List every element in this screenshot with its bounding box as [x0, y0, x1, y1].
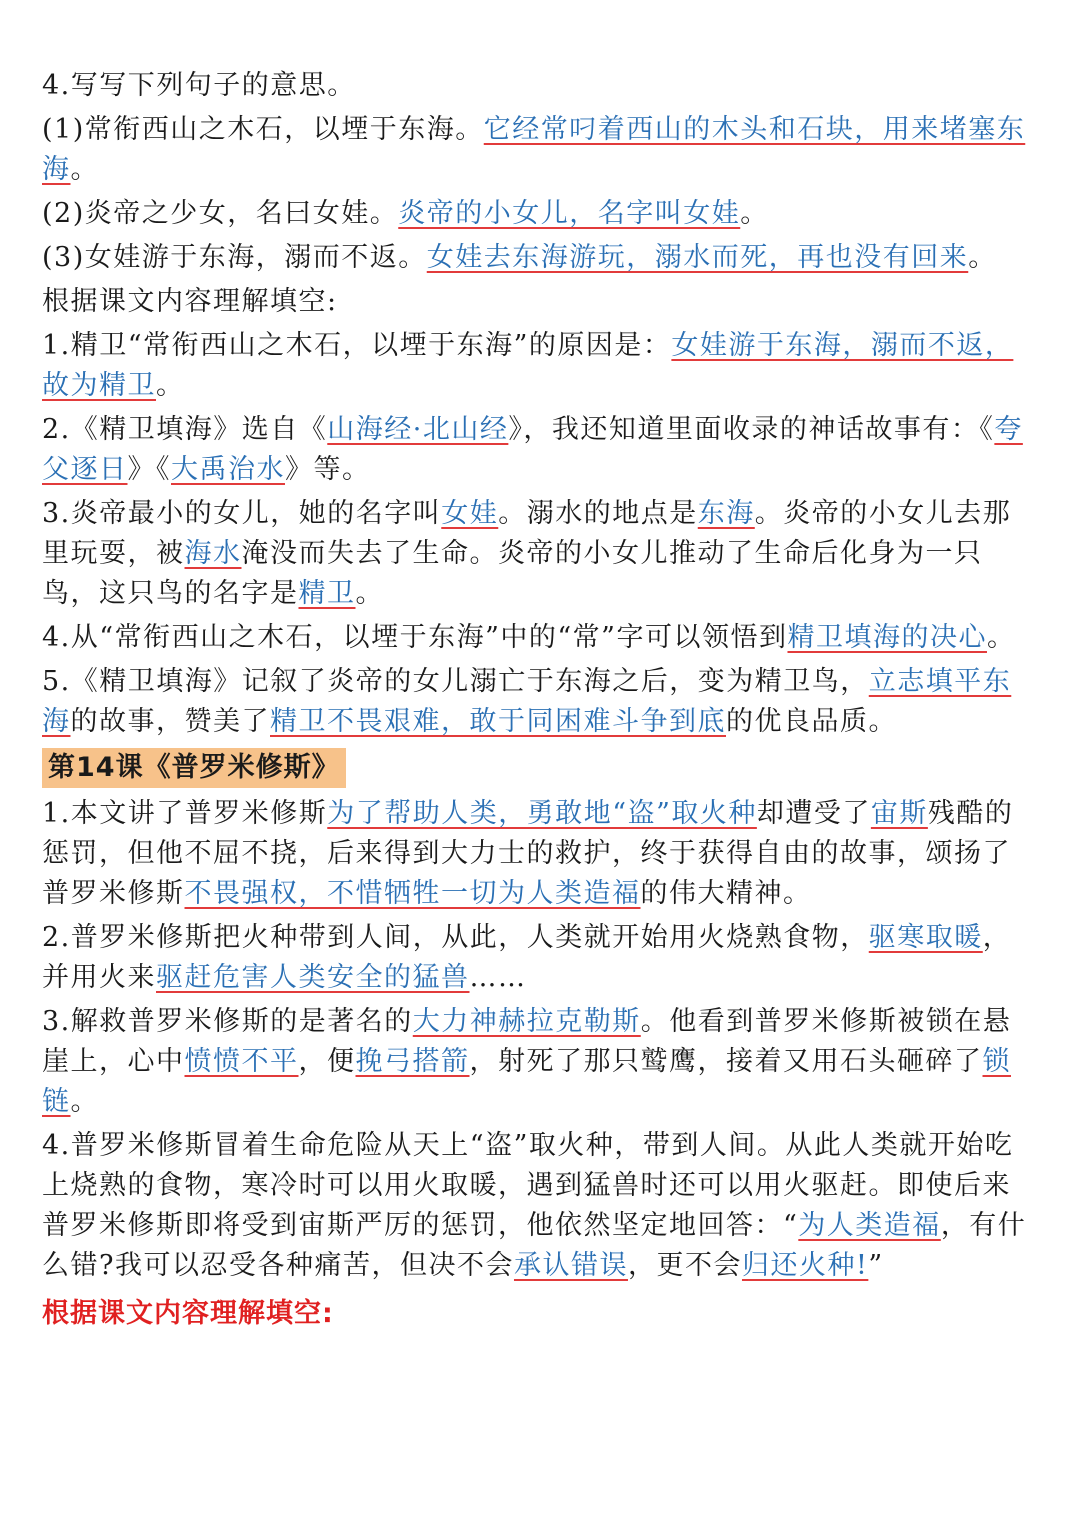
- sentence-1-classical: (1)常衔西山之木石，以堙于东海。: [42, 114, 484, 145]
- l14-4-answer-3: 归还火种!: [741, 1250, 869, 1281]
- l14-3-text-c: 。他看到普罗米修斯被锁在悬崖上，心中: [42, 1006, 1012, 1077]
- sentence-3-end: 。: [968, 242, 997, 273]
- fill-item-5: [42, 662, 1032, 742]
- l14-2-answer-2: 驱赶危害人类安全的猛兽: [156, 962, 470, 993]
- fill-3-answer-2: 东海: [697, 498, 755, 529]
- lesson-14-fill-heading: 根据课文内容理解填空:: [42, 1298, 334, 1329]
- sentence-3-answer: 女娃去东海游玩，溺水而死，再也没有回来: [426, 242, 969, 273]
- heading-text: 4.写写下列句子的意思。: [42, 70, 356, 101]
- fill-4-question: 4.从“常衔西山之木石，以堙于东海”中的“常”字可以领悟到: [42, 622, 788, 653]
- sentence-2-end: 。: [740, 198, 769, 229]
- l14-2-text-a: 2.普罗米修斯把火种带到人间，从此，人类就开始用火烧熟食物，: [42, 922, 869, 953]
- fill-2-mid: 》，我还知道里面收录的神话故事有：《: [508, 414, 995, 445]
- sentence-2-answer: 炎帝的小女儿，名字叫女娃: [398, 198, 741, 229]
- fill-heading-text: 根据课文内容理解填空:: [42, 286, 338, 317]
- fill-3-answer-4: 精卫: [298, 578, 356, 609]
- fill-3-mid-1: 。溺水的地点是: [498, 498, 698, 529]
- fill-3-mid-2: 。炎帝的小女儿去那里玩耍，被: [42, 498, 1012, 569]
- l14-1-text-c: 却遭受了: [756, 798, 871, 829]
- lesson-14-item-3: [42, 1002, 1032, 1122]
- fill-item-2: [42, 410, 1032, 490]
- l14-3-text-g: ，射死了那只鹫鹰，接着又用石头砸碎了: [469, 1046, 983, 1077]
- l14-3-text-a: 3.解救普罗米修斯的是著名的: [42, 1006, 413, 1037]
- l14-1-text-a: 1.本文讲了普罗米修斯: [42, 798, 328, 829]
- sentence-1-answer: 它经常叼着西山的木头和石块，用来堵塞东海: [42, 114, 1026, 185]
- l14-4-text-e: ，更不会: [627, 1250, 742, 1281]
- lesson-14-item-1: [42, 794, 1032, 914]
- fill-4-end: 。: [986, 622, 1016, 653]
- l14-4-answer-1: 为人类造福: [798, 1210, 941, 1241]
- fill-2-mid-2: 》《: [127, 454, 171, 485]
- l14-3-answer-3: 挽弓搭箭: [355, 1046, 470, 1077]
- sentence-1-end: 。: [70, 154, 99, 185]
- question-4-heading: [42, 66, 1032, 106]
- l14-1-answer-3: 不畏强权，不惜牺牲一切为人类造福: [184, 878, 641, 909]
- fill-5-question: 5.《精卫填海》记叙了炎帝的女儿溺亡于东海之后，变为精卫鸟，: [42, 666, 869, 697]
- fill-2-question: 2.《精卫填海》选自《: [42, 414, 328, 445]
- fill-1-answer: 女娃游于东海，溺而不返，故为精卫: [42, 330, 1014, 401]
- l14-1-answer-2: 宙斯: [870, 798, 928, 829]
- sentence-3-classical: (3)女娃游于东海，溺而不返。: [42, 242, 427, 273]
- l14-2-text-e: ……: [469, 962, 527, 993]
- l14-4-text-c: ，有什么错?我可以忍受各种痛苦，但决不会: [42, 1210, 1027, 1281]
- lesson-14-item-2: [42, 918, 1032, 998]
- lesson-14-item-4: [42, 1126, 1032, 1286]
- l14-3-text-e: ，便: [298, 1046, 356, 1077]
- l14-2-answer-1: 驱寒取暖: [868, 922, 983, 953]
- fill-5-answer-1: 立志填平东海: [42, 666, 1012, 737]
- lesson-14-title: 第14课《普罗米修斯》: [42, 748, 346, 788]
- fill-5-answer-2: 精卫不畏艰难，敢于同困难斗争到底: [270, 706, 726, 737]
- fill-3-answer-3: 海水: [184, 538, 242, 569]
- fill-item-1: [42, 326, 1032, 406]
- fill-5-mid: 的故事，赞美了: [70, 706, 270, 737]
- fill-3-end: 。: [355, 578, 384, 609]
- l14-1-answer-1: 为了帮助人类，勇敢地“盗”取火种: [327, 798, 757, 829]
- fill-5-end: 的优良品质。: [726, 706, 897, 737]
- sentence-2: [42, 194, 1032, 234]
- fill-2-end: 》等。: [285, 454, 371, 485]
- fill-3-answer-1: 女娃: [441, 498, 499, 529]
- l14-2-text-c: ，并用火来: [42, 922, 1012, 993]
- fill-heading: [42, 282, 1032, 322]
- l14-3-answer-4: 锁链: [42, 1046, 1011, 1117]
- fill-item-3: [42, 494, 1032, 614]
- fill-3-mid-3: 淹没而失去了生命。炎帝的小女儿推动了生命后化身为一只鸟，这只鸟的名字是: [42, 538, 983, 609]
- l14-4-text-g: ”: [868, 1250, 884, 1281]
- l14-4-answer-2: 承认错误: [513, 1250, 628, 1281]
- l14-1-text-e: 残酷的惩罚，但他不屈不挠，后来得到大力士的救护，终于获得自由的故事，颂扬了普罗米修斯: [42, 798, 1014, 909]
- fill-item-4: [42, 618, 1032, 658]
- sentence-2-classical: (2)炎帝之少女，名曰女娃。: [42, 198, 399, 229]
- fill-1-question: 1.精卫“常衔西山之木石，以堙于东海”的原因是：: [42, 330, 672, 361]
- fill-3-question: 3.炎帝最小的女儿，她的名字叫: [42, 498, 442, 529]
- l14-4-text-a: 4.普罗米修斯冒着生命危险从天上“盗”取火种，带到人间。从此人类就开始吃上烧熟的食物，寒冷时可以用火取暖，遇到猛兽时还可以用火驱赶。即使后来普罗米修斯即将受到宙斯严厉的惩罚，他依然坚定地回答：“: [42, 1130, 1014, 1241]
- l14-1-text-g: 的伟大精神。: [640, 878, 812, 909]
- sentence-3: [42, 238, 1032, 278]
- fill-4-answer: 精卫填海的决心: [787, 622, 987, 653]
- fill-1-end: 。: [156, 370, 185, 401]
- l14-3-answer-1: 大力神赫拉克勒斯: [412, 1006, 641, 1037]
- l14-3-text-i: 。: [70, 1086, 99, 1117]
- sentence-1: [42, 110, 1032, 190]
- l14-3-answer-2: 愤愤不平: [184, 1046, 299, 1077]
- fill-2-answer-2: 夸父逐日: [42, 414, 1023, 485]
- fill-2-answer-3: 大禹治水: [171, 454, 285, 485]
- fill-2-answer-1: 山海经·北山经: [327, 414, 509, 445]
